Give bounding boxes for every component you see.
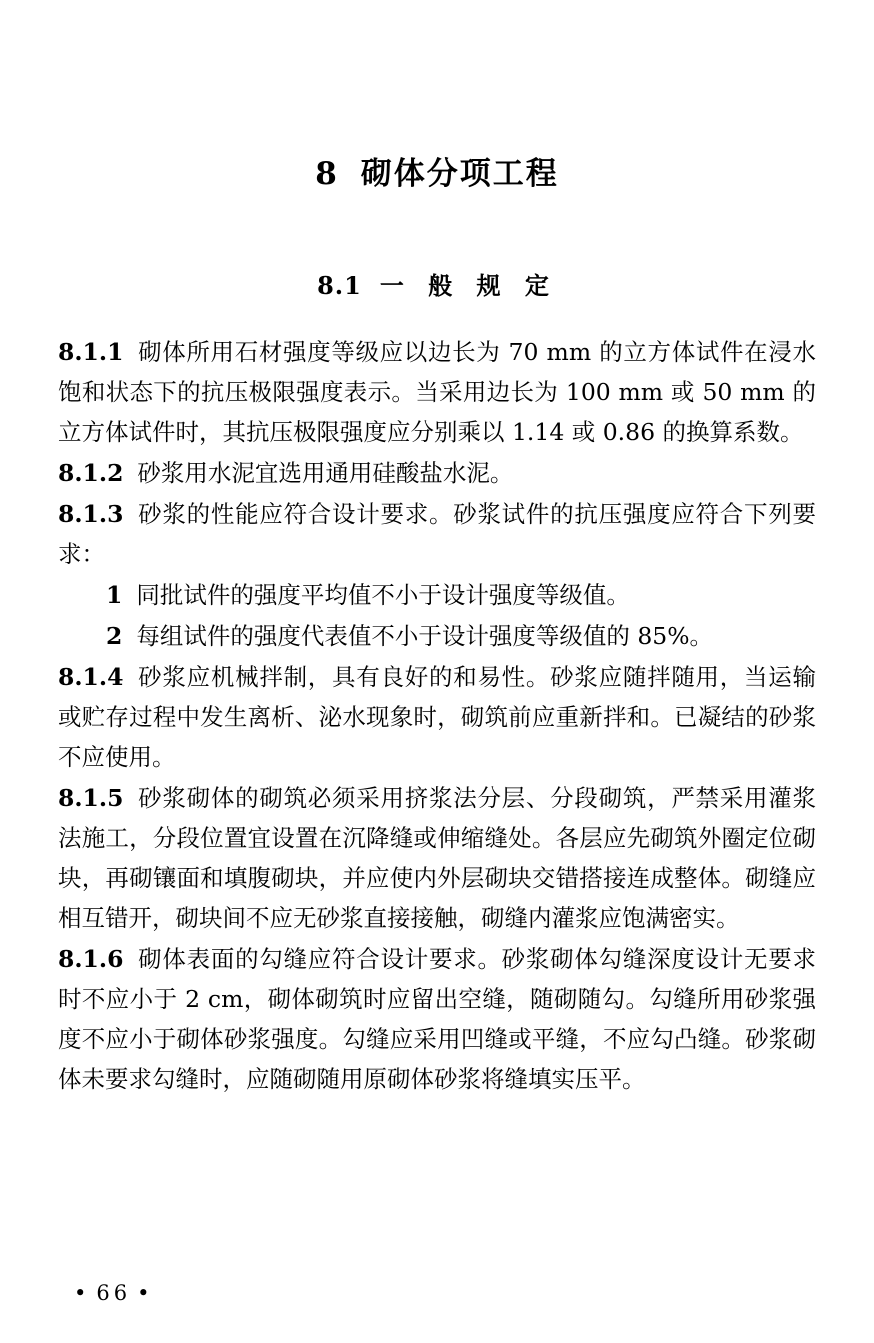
section-name: 一 般 规 定 — [379, 271, 557, 300]
subitem-text: 每组试件的强度代表值不小于设计强度等级值的 85%。 — [136, 622, 714, 650]
section-title — [58, 266, 816, 301]
chapter-name: 砌体分项工程 — [360, 156, 559, 192]
clause-number: 8.1.1 — [58, 338, 124, 366]
subitem-number: 2 — [106, 622, 123, 650]
clause-text: 砌体所用石材强度等级应以边长为 70 mm 的立方体试件在浸水饱和状态下的抗压极限强度表示。当采用边长为 100 mm 或 50 mm 的立方体试件时，其抗压极限强度应分别乘以 1.14 或 0.86 的换算系数。 — [58, 338, 816, 446]
clause-8-1-3 — [58, 494, 816, 574]
clause-8-1-2 — [58, 453, 816, 493]
clause-number: 8.1.2 — [58, 459, 124, 487]
subitem-text: 同批试件的强度平均值不小于设计强度等级值。 — [136, 581, 630, 609]
clause-8-1-1 — [58, 332, 816, 452]
clause-text: 砂浆砌体的砌筑必须采用挤浆法分层、分段砌筑，严禁采用灌浆法施工，分段位置宜设置在沉降缝或伸缩缝处。各层应先砌筑外圈定位砌块，再砌镶面和填腹砌块，并应使内外层砌块交错搭接连成整体。砌缝应相互错开，砌块间不应无砂浆直接接触，砌缝内灌浆应饱满密实。 — [58, 784, 816, 932]
clause-text: 砌体表面的勾缝应符合设计要求。砂浆砌体勾缝深度设计无要求时不应小于 2 cm，砌体砌筑时应留出空缝，随砌随勾。勾缝所用砂浆强度不应小于砌体砂浆强度。勾缝应采用凹缝或平缝，不应勾凸缝。砂浆砌体未要求勾缝时，应随砌随用原砌体砂浆将缝填实压平。 — [58, 945, 816, 1093]
clause-number: 8.1.3 — [58, 500, 124, 528]
page-number: 66 — [96, 1281, 132, 1305]
document-body — [58, 332, 816, 1099]
clause-8-1-6 — [58, 939, 816, 1099]
clause-8-1-4 — [58, 657, 816, 777]
page-footer — [0, 1281, 874, 1305]
clause-text: 砂浆用水泥宜选用通用硅酸盐水泥。 — [137, 459, 514, 487]
clause-number: 8.1.5 — [58, 784, 124, 812]
clause-number: 8.1.4 — [58, 663, 124, 691]
clause-text: 砂浆应机械拌制，具有良好的和易性。砂浆应随拌随用，当运输或贮存过程中发生离析、泌水现象时，砌筑前应重新拌和。已凝结的砂浆不应使用。 — [58, 663, 816, 771]
footer-left-dot: • — [74, 1281, 91, 1305]
chapter-title — [58, 148, 816, 193]
section-number: 8.1 — [317, 271, 362, 300]
subitem-number: 1 — [106, 581, 123, 609]
clause-number: 8.1.6 — [58, 945, 124, 973]
clause-8-1-5 — [58, 778, 816, 938]
chapter-number: 8 — [315, 156, 339, 192]
subitem-1 — [58, 575, 816, 615]
clause-text: 砂浆的性能应符合设计要求。砂浆试件的抗压强度应符合下列要求： — [58, 500, 816, 568]
subitem-2 — [58, 616, 816, 656]
footer-right-dot: • — [137, 1281, 154, 1305]
